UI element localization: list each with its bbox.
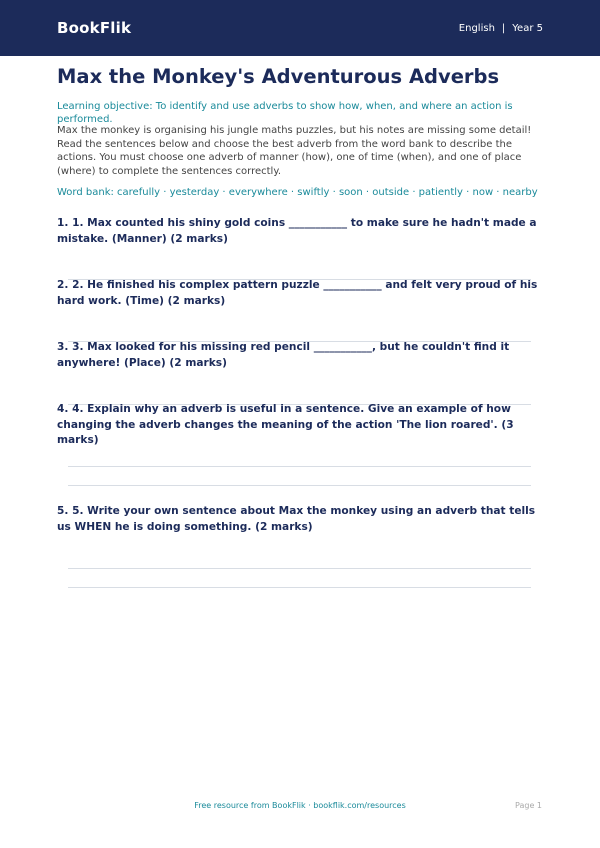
- brand-logo: BookFlik: [57, 19, 132, 37]
- answer-line[interactable]: [68, 568, 531, 569]
- page-footer: [0, 801, 600, 815]
- word-bank: Word bank: carefully · yesterday · everywhere · swiftly · soon · outside · patiently · now · nearby: [57, 187, 538, 198]
- page-number: Page 1: [515, 801, 542, 810]
- header-separator: |: [501, 22, 506, 34]
- question-2: 2. 2. He finished his complex pattern puzzle ___________ and felt very proud of his hard work. (Time) (2 marks): [57, 279, 538, 307]
- question-1: 1. 1. Max counted his shiny gold coins ___________ to make sure he hadn't made a mistake. (Manner) (2 marks): [57, 217, 537, 245]
- learning-objective: Learning objective: To identify and use adverbs to show how, when, and where an action is performed.: [57, 101, 513, 125]
- question-5: 5. 5. Write your own sentence about Max the monkey using an adverb that tells us WHEN he is doing something. (2 marks): [57, 505, 536, 533]
- header-meta: [459, 23, 543, 34]
- page-header: [0, 0, 600, 56]
- answer-line[interactable]: [68, 587, 531, 588]
- answer-line[interactable]: [68, 485, 531, 486]
- subject-label: English: [458, 22, 495, 34]
- footer-credit-link[interactable]: Free resource from BookFlik · bookflik.com/resources: [194, 801, 406, 810]
- worksheet-title: Max the Monkey's Adventurous Adverbs: [57, 65, 500, 88]
- question-3: 3. 3. Max looked for his missing red pencil ___________, but he couldn't find it anywhere! (Place) (2 marks): [57, 341, 510, 369]
- question-4: 4. 4. Explain why an adverb is useful in a sentence. Give an example of how changing the adverb changes the meaning of the action 'The lion roared'. (3 marks): [57, 403, 514, 446]
- answer-line[interactable]: [68, 466, 531, 467]
- intro-text: Max the monkey is organising his jungle maths puzzles, but his notes are missing some detail! Read the sentences below and choose the best adverb from the word bank to describe the actions. You must choose one adverb of manner (how), one of time (when), and one of place (where) to complete the sentences correctly.: [57, 125, 532, 177]
- year-label: Year 5: [512, 22, 543, 34]
